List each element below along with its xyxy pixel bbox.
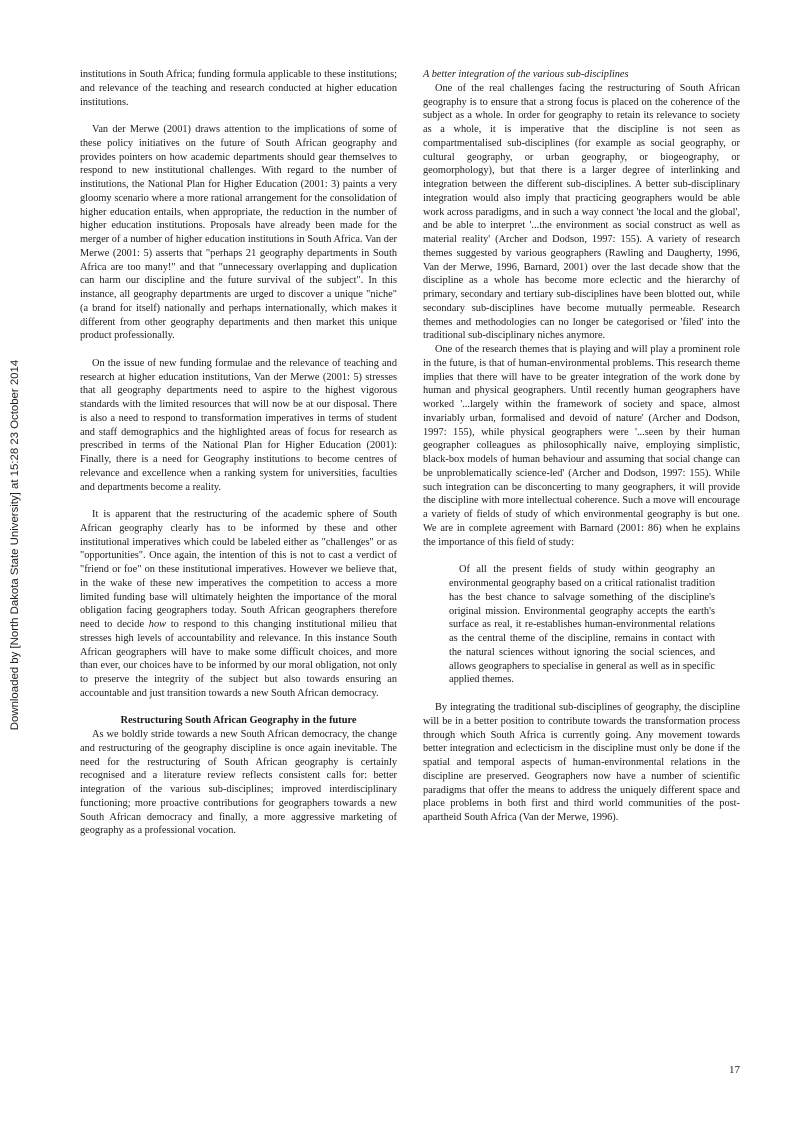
subsection-heading: A better integration of the various sub-disciplines — [423, 69, 629, 80]
paragraph: By integrating the traditional sub-disciplines of geography, the discipline will be in a better position to contribute towards the transformation process through which South Africa is currently going. Any movement towards better integration and eclecticism in the discipline must only be done if the spatial and temporal aspects of human-environmental relations in the discipline are preserved. Geographers now have a number of scientific paradigms that offer the means to address the uniquely different space and place problems in both first and third world communities of the post-apartheid South Africa (Van der Merwe, 1996). — [423, 702, 740, 823]
page-number: 17 — [729, 1064, 740, 1076]
download-notice: Downloaded by [North Dakota State University] at 15:28 23 October 2014 — [9, 359, 21, 731]
section-heading: Restructuring South African Geography in the future — [120, 715, 357, 727]
download-watermark — [4, 330, 26, 760]
paragraph-text: On the issue of new funding formulae and the relevance of teaching and research at higher education institutions, Van der Merwe (2001: 5) stresses that all geography departments need to aspire to the highest vigorous standards with the limited resources that will now be at our disposal. There is also a need to respond to transformation imperatives in terms of student and staff demographics and the highlighted areas of focus for research as prescribed in terms of the National Plan for Higher Education (2001): Finally, there is a need for Geography institutions to become centres of relevance and excellence when a ranking system for universities, faculties and departments become a reality. — [80, 357, 397, 493]
paragraph: Van der Merwe (2001) draws attention to the implications of some of these policy initiatives on the future of South African geography and provides pointers on how academic departments should gear themselves to respond to new institutional challenges. With regard to the number of institutions, the National Plan for Higher Education (2001: 3) paints a very gloomy scenario where a more rational arrangement for the consolidation of higher education entails, when appropriate, the reduction in the number of higher education institutions. Proposals have already been made for the merger of a number of higher education institutions in South Africa. Van der Merwe (2001: 5) asserts that "perhaps 21 geography departments in South Africa are too many!" and that "unnecessary overlapping and duplication can harm our discipline and the future survival of the subject". In this instance, all geography departments are urged to discover a unique "niche" (a brand for itself) nationally and perhaps internationally, which makes it different from other geography departments and then market this unique product professionally. — [80, 124, 397, 342]
paragraph — [80, 508, 397, 701]
paragraph-text: It is apparent that the restructuring of the academic sphere of South African geography clearly has to be informed by these and other institutional imperatives which could be labeled either as "challenges" or as "opportunities". Once again, the intention of this is not to cast a verdict of "friend or foe" on these institutional imperatives. However we believe that, in the wake of these new imperatives the competition to access a more limited funding base will ultimately heighten the importance of the moral obligation facing geographers today. South African geographers therefore need to decide — [80, 509, 397, 630]
paragraph: As we boldly stride towards a new South African democracy, the change and restructuring of the geography discipline is once again inevitable. The need for the restructuring of South African geography is certainly recognised and a literature review reflects consistent calls for: better integration of the various sub-disciplines; improved interdisciplinary functioning; more proactive contributions for geographers towards a new South African democracy and finally, a more aggressive marketing of geography as a professional vocation. — [80, 729, 397, 837]
left-column — [80, 68, 397, 838]
paragraph: One of the real challenges facing the restructuring of South African geography is to ensure that a strong focus is placed on the coherence of the subject as a whole. In order for geography to retain its relevance to society as a whole, it is imperative that the discipline is not seen as compartmentalised sub-disciplines (for example as social geography, or cultural geography, or urban geography, or biogeography, or geomorphology), but that there is a larger degree of interlinking and integration between the different sub-disciplines. A better sub-disciplinary integration would also imply that practicing geographers would be able work across paradigms, and in such a way connect 'the local and the global', and be able to interpret '...the environment as social construct as well as material reality' (Archer and Dodson, 1997: 155). A variety of research themes suggested by various geographers (Rawling and Daugherty, 1996, Van der Merwe, 1996, Barnard, 2001) over the last decade show that the discipline as a whole has become more eclectic and the hierarchy of primary, secondary and tertiary sub-disciplines have been blotted out, while secondary sub-disciplines have become mutually permeable. Research themes and methodologies can no longer be categorised or 'filed' into the traditional sub-disciplinary niches anymore. — [423, 82, 740, 342]
paragraph-text: to respond to this changing institutional milieu that stresses high levels of accountability and relevance. In this instance South African geographers will have to make some difficult choices, and more than ever, our choices have to be informed by our moral obligation, not only to preserve the integrity of the subject but also towards ensuring an accountable and just transition towards a new South African democracy. — [80, 619, 397, 699]
paragraph: institutions in South Africa; funding formula applicable to these institutions; and relevance of the teaching and research conducted at higher education institutions. — [80, 69, 397, 108]
block-quote: Of all the present fields of study within geography an environmental geography based on a critical rationalist tradition has the best chance to salvage something of the discipline's original mission. Environmental geography accepts the earth's surface as real, it re-establishes human-environmental relations as the central theme of the discipline, remains in contact with the natural sciences without ignoring the social sciences, and allows geographers to specialise in general as well as in specific applied themes. — [449, 564, 715, 686]
paragraph — [80, 357, 397, 495]
right-column — [423, 68, 740, 825]
emphasis: how — [148, 619, 167, 630]
paragraph: One of the research themes that is playing and will play a prominent role in the future, is that of human-environmental problems. This research theme implies that there will have to be greater integration of the work done by human and physical geographers. Until recently human geographers have worked '...largely within the framework of society and space, almost invariably urban, formalised and devoid of nature' (Archer and Dodson, 1997: 155), while physical geographers were '...seen by their human geographer colleagues as philosophically naive, employing simplistic, black-box models of human behaviour and assuming that social change can be unproblematically science-led' (Archer and Dodson, 1997: 155). While such integration can be disconcerting to many geographers, it will provide the discipline with more intellectual coherence. Such a move will encourage a variety of fields of study of which environmental geography is but one. We are in complete agreement with Barnard (2001: 86) when he explains the importance of this field of study: — [423, 344, 740, 548]
